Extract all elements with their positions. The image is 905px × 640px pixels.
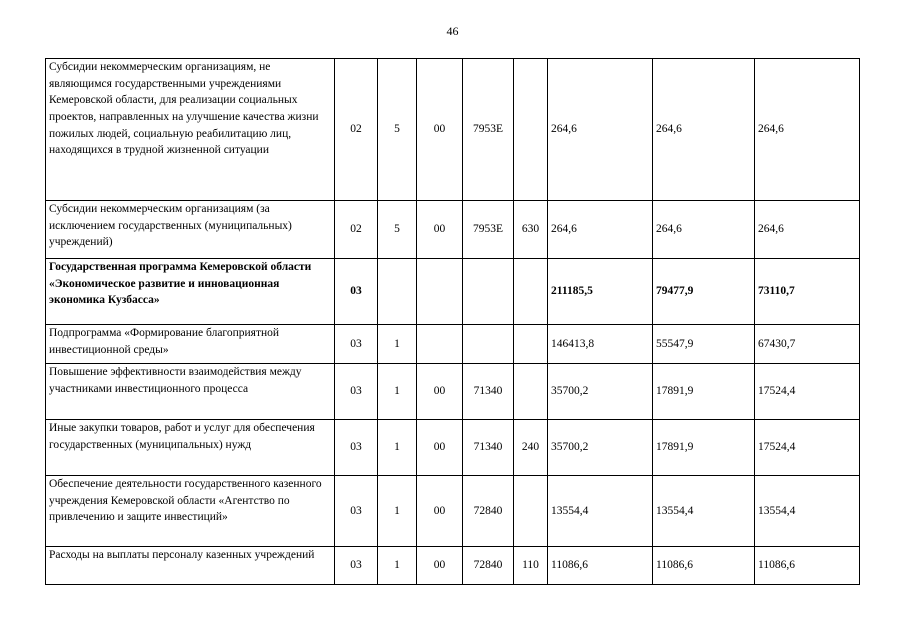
program-code: 02 <box>335 201 378 259</box>
amount-year-1: 146413,8 <box>548 325 653 364</box>
amount-year-3: 73110,7 <box>755 259 860 325</box>
amount-year-3: 264,6 <box>755 59 860 201</box>
table-row <box>46 364 860 420</box>
expense-type-code <box>514 59 548 201</box>
amount-year-1: 11086,6 <box>548 547 653 585</box>
amount-year-2: 79477,9 <box>653 259 755 325</box>
direction-code <box>463 259 514 325</box>
row-description: Государственная программа Кемеровской области «Экономическое развитие и инновационная экономика Кузбасса» <box>46 259 335 325</box>
main-activity-code: 00 <box>417 59 463 201</box>
row-description: Иные закупки товаров, работ и услуг для обеспечения государственных (муниципальных) нужд <box>46 420 335 476</box>
subprogram-code: 1 <box>378 547 417 585</box>
table-row <box>46 259 860 325</box>
main-activity-code: 00 <box>417 420 463 476</box>
expense-type-code <box>514 325 548 364</box>
main-activity-code <box>417 325 463 364</box>
row-description: Расходы на выплаты персоналу казенных учреждений <box>46 547 335 585</box>
row-description: Подпрограмма «Формирование благоприятной инвестиционной среды» <box>46 325 335 364</box>
amount-year-2: 264,6 <box>653 201 755 259</box>
amount-year-1: 211185,5 <box>548 259 653 325</box>
subprogram-code: 1 <box>378 476 417 547</box>
row-description: Субсидии некоммерческим организациям (за исключением государственных (муниципальных) учреждений) <box>46 201 335 259</box>
amount-year-2: 55547,9 <box>653 325 755 364</box>
page-number: 46 <box>446 24 459 38</box>
program-code: 03 <box>335 364 378 420</box>
expense-type-code <box>514 476 548 547</box>
direction-code: 7953E <box>463 201 514 259</box>
direction-code: 72840 <box>463 476 514 547</box>
expense-type-code <box>514 259 548 325</box>
main-activity-code <box>417 259 463 325</box>
row-description: Повышение эффективности взаимодействия между участниками инвестиционного процесса <box>46 364 335 420</box>
expense-type-code <box>514 364 548 420</box>
amount-year-3: 17524,4 <box>755 420 860 476</box>
amount-year-3: 13554,4 <box>755 476 860 547</box>
program-code: 03 <box>335 547 378 585</box>
table-row <box>46 59 860 201</box>
direction-code: 7953E <box>463 59 514 201</box>
table-row <box>46 547 860 585</box>
subprogram-code: 5 <box>378 59 417 201</box>
amount-year-3: 67430,7 <box>755 325 860 364</box>
main-activity-code: 00 <box>417 364 463 420</box>
main-activity-code: 00 <box>417 547 463 585</box>
subprogram-code: 5 <box>378 201 417 259</box>
amount-year-2: 264,6 <box>653 59 755 201</box>
budget-table <box>45 58 860 585</box>
row-description: Субсидии некоммерческим организациям, не являющимся государственными учреждениями Кемеровской области, для реализации социальных проектов, направленных на улучшение качества жизни пожилых людей, социальную реабилитацию лиц, находящихся в трудной жизненной ситуации <box>46 59 335 201</box>
direction-code: 71340 <box>463 364 514 420</box>
subprogram-code: 1 <box>378 325 417 364</box>
table-row <box>46 201 860 259</box>
amount-year-1: 35700,2 <box>548 364 653 420</box>
program-code: 03 <box>335 325 378 364</box>
amount-year-3: 264,6 <box>755 201 860 259</box>
amount-year-2: 17891,9 <box>653 364 755 420</box>
amount-year-1: 35700,2 <box>548 420 653 476</box>
table-row <box>46 325 860 364</box>
expense-type-code: 630 <box>514 201 548 259</box>
amount-year-2: 13554,4 <box>653 476 755 547</box>
amount-year-3: 11086,6 <box>755 547 860 585</box>
row-description: Обеспечение деятельности государственного казенного учреждения Кемеровской области «Агентство по привлечению и защите инвестиций» <box>46 476 335 547</box>
expense-type-code: 110 <box>514 547 548 585</box>
main-activity-code: 00 <box>417 201 463 259</box>
main-activity-code: 00 <box>417 476 463 547</box>
table-row <box>46 420 860 476</box>
program-code: 03 <box>335 420 378 476</box>
direction-code <box>463 325 514 364</box>
subprogram-code: 1 <box>378 364 417 420</box>
program-code: 02 <box>335 59 378 201</box>
table-row <box>46 476 860 547</box>
amount-year-2: 11086,6 <box>653 547 755 585</box>
subprogram-code <box>378 259 417 325</box>
expense-type-code: 240 <box>514 420 548 476</box>
amount-year-1: 264,6 <box>548 59 653 201</box>
amount-year-2: 17891,9 <box>653 420 755 476</box>
direction-code: 72840 <box>463 547 514 585</box>
amount-year-1: 13554,4 <box>548 476 653 547</box>
program-code: 03 <box>335 476 378 547</box>
amount-year-3: 17524,4 <box>755 364 860 420</box>
subprogram-code: 1 <box>378 420 417 476</box>
amount-year-1: 264,6 <box>548 201 653 259</box>
program-code: 03 <box>335 259 378 325</box>
direction-code: 71340 <box>463 420 514 476</box>
